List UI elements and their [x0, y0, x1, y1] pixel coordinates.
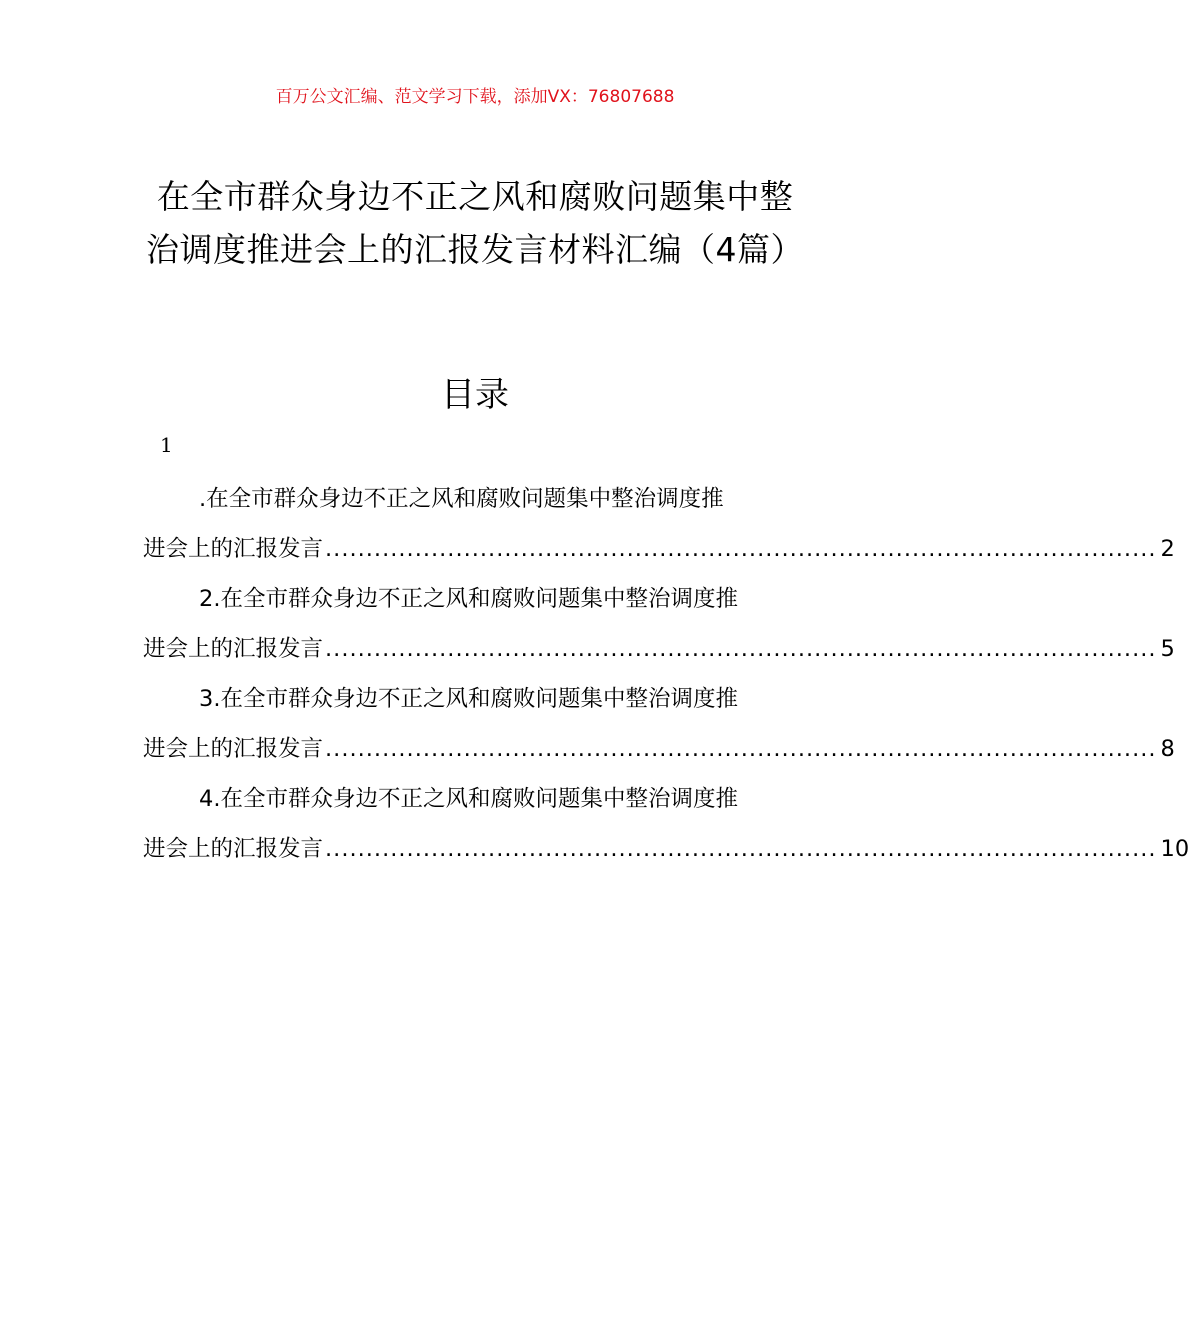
toc-entry-title-line1: 3.在全市群众身边不正之风和腐败问题集中整治调度推 — [199, 686, 738, 712]
toc-entry-page-number: 10 — [1160, 836, 1189, 862]
toc-entry[interactable] — [143, 674, 1175, 774]
toc-entry-page-number: 5 — [1160, 636, 1175, 662]
toc-entry[interactable] — [143, 574, 1175, 674]
document-title: 在全市群众身边不正之风和腐败问题集中整治调度推进会上的汇报发言材料汇编（4篇） — [146, 177, 804, 269]
toc-stray-number: 1 — [160, 433, 173, 457]
toc-entry-page-number: 2 — [1160, 536, 1175, 562]
toc-heading: 目录 — [441, 375, 509, 415]
toc-entry-title-line1: 4.在全市群众身边不正之风和腐败问题集中整治调度推 — [199, 786, 738, 812]
toc-entry[interactable] — [143, 774, 1189, 874]
toc-entry-page-number: 8 — [1160, 736, 1175, 762]
toc-entry-title-line2: 进会上的汇报发言 — [143, 636, 324, 662]
toc-entry-title-line2-row — [143, 724, 1175, 774]
toc-entry-title-line2-row — [143, 524, 1175, 574]
toc-entry-title-line1: .在全市群众身边不正之风和腐败问题集中整治调度推 — [199, 486, 724, 512]
toc-entry-title-line2: 进会上的汇报发言 — [143, 736, 324, 762]
toc-entry-title-line2: 进会上的汇报发言 — [143, 836, 324, 862]
toc-entry-title-line1: 2.在全市群众身边不正之风和腐败问题集中整治调度推 — [199, 586, 738, 612]
promo-banner: 百万公文汇编、范文学习下载，添加VX：76807688 — [275, 87, 675, 107]
toc-dot-leader: ...................................................................................................... — [325, 636, 1157, 662]
toc-entry[interactable] — [143, 474, 1175, 574]
toc-entry-title-line2-row — [143, 624, 1175, 674]
toc-entry-title-line2-row — [143, 824, 1189, 874]
toc-dot-leader: ...................................................................................................... — [325, 736, 1157, 762]
table-of-contents — [143, 474, 1189, 874]
toc-dot-leader: ...................................................................................................... — [325, 536, 1157, 562]
toc-entry-title-line2: 进会上的汇报发言 — [143, 536, 324, 562]
toc-dot-leader: ...................................................................................................... — [325, 836, 1157, 862]
